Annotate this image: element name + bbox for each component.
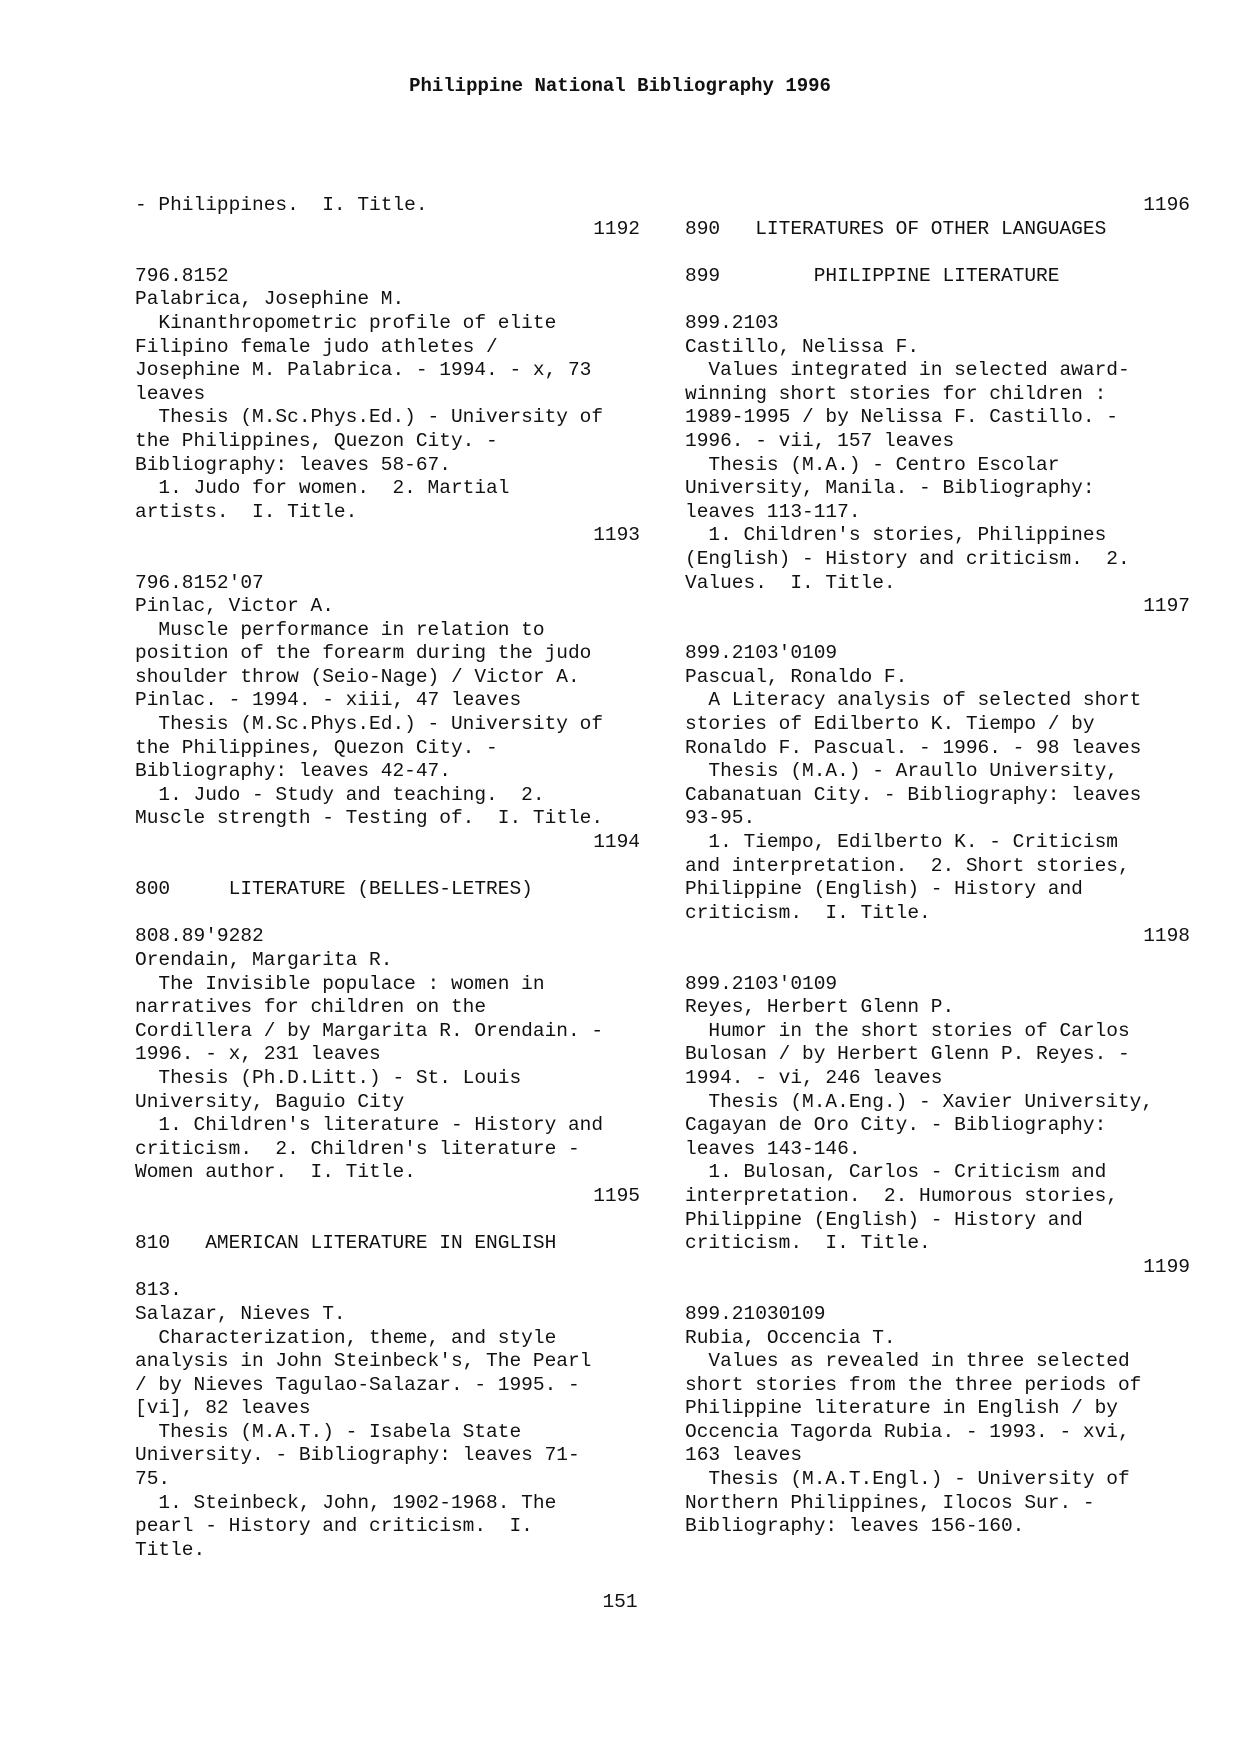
text-line <box>135 902 640 926</box>
text-line: [vi], 82 leaves <box>135 1397 311 1420</box>
text-line: Occencia Tagorda Rubia. - 1993. - xvi, <box>685 1420 1130 1443</box>
text-line: 75. <box>135 1468 171 1491</box>
text-line: Thesis (M.A.Eng.) - Xavier University, <box>685 1090 1154 1113</box>
text-line: 93-95. <box>685 807 756 830</box>
text-line: 1. Steinbeck, John, 1902-1968. The <box>135 1491 557 1514</box>
text-line: Values integrated in selected award- <box>685 359 1130 382</box>
text-line: 813. <box>135 1279 182 1302</box>
text-line: Bibliography: leaves 58-67. <box>135 453 451 476</box>
text-line: 1996. - vii, 157 leaves <box>685 429 955 452</box>
text-line: Thesis (M.Sc.Phys.Ed.) - University of <box>135 713 604 736</box>
text-line: University, Manila. - Bibliography: <box>685 477 1095 500</box>
text-line: Rubia, Occencia T. <box>685 1326 896 1349</box>
text-line: 1. Children's literature - History and <box>135 1114 604 1137</box>
text-line: 1989-1995 / by Nelissa F. Castillo. - <box>685 406 1118 429</box>
text-line: Title. <box>135 1538 206 1561</box>
text-line: analysis in John Steinbeck's, The Pearl <box>135 1350 592 1373</box>
text-line: Cabanatuan City. - Bibliography: leaves <box>685 783 1142 806</box>
text-line: Thesis (M.A.) - Centro Escolar <box>685 453 1060 476</box>
text-line: 1. Children's stories, Philippines <box>685 524 1107 547</box>
text-line: 808.89'9282 <box>135 925 264 948</box>
text-line: leaves 143-146. <box>685 1137 861 1160</box>
text-line: shoulder throw (Seio-Nage) / Victor A. <box>135 665 580 688</box>
text-line: short stories from the three periods of <box>685 1373 1142 1396</box>
text-line: Orendain, Margarita R. <box>135 949 393 971</box>
text-line: 899.21030109 <box>685 1302 826 1325</box>
text-line: 1. Judo for women. 2. Martial <box>135 477 510 500</box>
entry-number: 1196 <box>1143 194 1190 216</box>
entry-number: 1194 <box>593 831 640 854</box>
text-line: Values as revealed in three selected <box>685 1350 1130 1373</box>
text-line <box>685 1279 1190 1303</box>
text-line: Palabrica, Josephine M. <box>135 288 405 311</box>
text-line <box>135 1256 640 1280</box>
page-number: 151 <box>602 1591 638 1613</box>
text-line: 796.8152 <box>135 264 229 287</box>
text-line: Cagayan de Oro City. - Bibliography: <box>685 1114 1107 1137</box>
text-line: Kinanthropometric profile of elite <box>135 311 557 334</box>
text-line: 899 PHILIPPINE LITERATURE <box>685 264 1060 287</box>
text-line: position of the forearm during the judo <box>135 642 592 665</box>
text-line: narratives for children on the <box>135 996 487 1019</box>
text-line <box>135 548 640 572</box>
text-line <box>135 241 640 265</box>
text-line: Filipino female judo athletes / <box>135 335 498 358</box>
entry-number: 1192 <box>593 217 640 240</box>
text-line: winning short stories for children : <box>685 382 1107 405</box>
text-line: 899.2103 <box>685 311 779 334</box>
text-line: The Invisible populace : women in <box>135 972 545 995</box>
text-line: leaves 113-117. <box>685 500 861 523</box>
text-line: the Philippines, Quezon City. - <box>135 429 498 452</box>
text-line: Philippine literature in English / by <box>685 1397 1118 1420</box>
text-line: Muscle strength - Testing of. I. Title. <box>135 807 604 830</box>
entry-number: 1199 <box>1143 1255 1190 1278</box>
text-line: Reyes, Herbert Glenn P. <box>685 996 955 1019</box>
text-line: the Philippines, Quezon City. - <box>135 736 498 759</box>
text-line: Pinlac. - 1994. - xiii, 47 leaves <box>135 689 522 712</box>
text-line: Bibliography: leaves 156-160. <box>685 1515 1025 1538</box>
entry-number: 1193 <box>593 524 640 547</box>
text-line: 163 leaves <box>685 1444 803 1467</box>
text-line: 890 LITERATURES OF OTHER LANGUAGES <box>685 217 1107 240</box>
page-header: Philippine National Bibliography 1996 <box>409 75 831 97</box>
text-line: Bulosan / by Herbert Glenn P. Reyes. - <box>685 1043 1130 1066</box>
text-line: 1996. - x, 231 leaves <box>135 1043 381 1066</box>
text-line: Philippine (English) - History and <box>685 1208 1083 1231</box>
text-line: Muscle performance in relation to <box>135 618 545 641</box>
text-line: criticism. I. Title. <box>685 1232 931 1255</box>
text-line: (English) - History and criticism. 2. <box>685 547 1130 570</box>
text-line: artists. I. Title. <box>135 500 358 523</box>
text-line: criticism. 2. Children's literature - <box>135 1137 580 1160</box>
text-line: Cordillera / by Margarita R. Orendain. - <box>135 1019 604 1042</box>
text-line <box>685 619 1190 643</box>
text-line: Bibliography: leaves 42-47. <box>135 760 451 783</box>
text-line: 1994. - vi, 246 leaves <box>685 1066 943 1089</box>
text-line: 1. Bulosan, Carlos - Criticism and <box>685 1161 1107 1184</box>
text-line: Salazar, Nieves T. <box>135 1302 346 1325</box>
text-line: stories of Edilberto K. Tiempo / by <box>685 713 1095 736</box>
text-line: 1. Tiempo, Edilberto K. - Criticism <box>685 831 1118 854</box>
text-line <box>685 288 1190 312</box>
text-line: / by Nieves Tagulao-Salazar. - 1995. - <box>135 1373 580 1396</box>
right-column <box>685 194 1190 1539</box>
text-line: Humor in the short stories of Carlos <box>685 1019 1130 1042</box>
text-line: Thesis (M.A.T.) - Isabela State <box>135 1420 522 1443</box>
text-line <box>685 949 1190 973</box>
text-line <box>135 855 640 879</box>
text-line: 796.8152'07 <box>135 571 264 594</box>
text-line: and interpretation. 2. Short stories, <box>685 854 1130 877</box>
text-line <box>685 241 1190 265</box>
text-line: Thesis (Ph.D.Litt.) - St. Louis <box>135 1066 522 1089</box>
text-line: leaves <box>135 382 206 405</box>
text-line: Thesis (M.A.) - Araullo University, <box>685 760 1118 783</box>
text-line: Values. I. Title. <box>685 571 896 594</box>
text-line: University, Baguio City <box>135 1090 405 1113</box>
text-line: interpretation. 2. Humorous stories, <box>685 1184 1118 1207</box>
text-line: Philippine (English) - History and <box>685 878 1083 901</box>
text-line: pearl - History and criticism. I. <box>135 1515 533 1538</box>
text-line: Ronaldo F. Pascual. - 1996. - 98 leaves <box>685 736 1142 759</box>
text-line: 899.2103'0109 <box>685 642 838 665</box>
text-line: Castillo, Nelissa F. <box>685 335 920 358</box>
text-line: Thesis (M.Sc.Phys.Ed.) - University of <box>135 406 604 429</box>
text-line: University. - Bibliography: leaves 71- <box>135 1444 580 1467</box>
text-line: Women author. I. Title. <box>135 1161 416 1184</box>
text-line <box>135 1209 640 1233</box>
entry-number: 1195 <box>593 1184 640 1207</box>
text-line: - Philippines. I. Title. <box>135 194 428 216</box>
text-line: 800 LITERATURE (BELLES-LETRES) <box>135 878 533 901</box>
text-line: 810 AMERICAN LITERATURE IN ENGLISH <box>135 1232 557 1255</box>
entry-number: 1198 <box>1143 925 1190 948</box>
text-line: 899.2103'0109 <box>685 972 838 995</box>
text-line: criticism. I. Title. <box>685 901 931 924</box>
text-line: Characterization, theme, and style <box>135 1326 557 1349</box>
entry-number: 1197 <box>1143 595 1190 618</box>
text-line: Pinlac, Victor A. <box>135 595 334 618</box>
text-line: Thesis (M.A.T.Engl.) - University of <box>685 1468 1130 1491</box>
left-column <box>135 194 640 1562</box>
text-line: Pascual, Ronaldo F. <box>685 665 908 688</box>
text-line: Josephine M. Palabrica. - 1994. - x, 73 <box>135 359 592 382</box>
text-line: Northern Philippines, Ilocos Sur. - <box>685 1491 1095 1514</box>
text-line: 1. Judo - Study and teaching. 2. <box>135 783 545 806</box>
text-line: A Literacy analysis of selected short <box>685 689 1142 712</box>
